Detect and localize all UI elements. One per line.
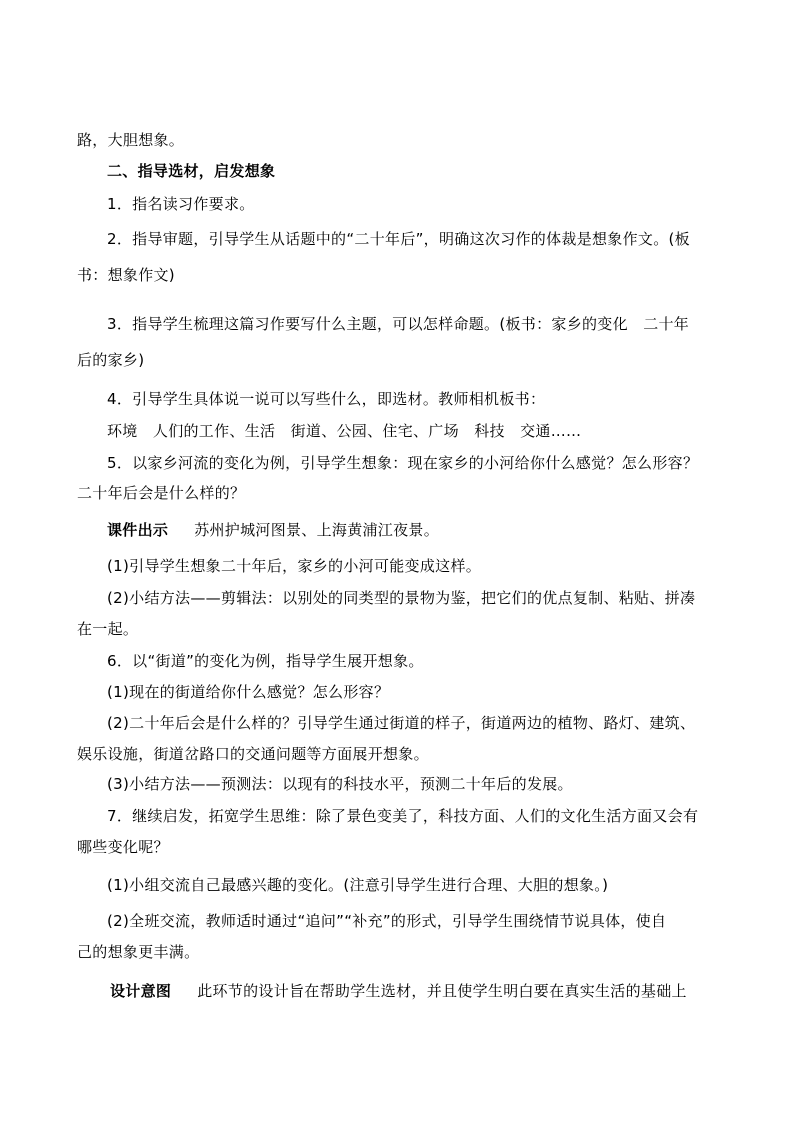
text-line: 7．继续启发，拓宽学生思维：除了景色变美了，科技方面、人们的文化生活方面又会有	[107, 807, 699, 825]
text-line: 后的家乡)	[77, 351, 145, 369]
section-heading: 二、指导选材，启发想象	[107, 162, 276, 180]
courseware-text: 苏州护城河图景、上海黄浦江夜景。	[194, 521, 440, 539]
text-line: 4．引导学生具体说一说可以写些什么，即选材。教师相机板书：	[107, 390, 546, 408]
text-line: (1)现在的街道给你什么感觉？怎么形容？	[107, 683, 390, 701]
text-line: 路，大胆想象。	[77, 131, 185, 149]
text-line: 2．指导审题，引导学生从话题中的“二十年后”，明确这次习作的体裁是想象作文。(板	[107, 230, 690, 248]
text-line: 哪些变化呢？	[77, 838, 169, 856]
courseware-line	[107, 520, 439, 540]
text-line: 6．以“街道”的变化为例，指导学生展开想象。	[107, 652, 424, 670]
design-intent-label: 设计意图	[110, 982, 172, 1000]
text-line: 环境 人们的工作、生活 街道、公园、住宅、广场 科技 交通……	[107, 422, 582, 440]
text-line: 5．以家乡河流的变化为例，引导学生想象：现在家乡的小河给你什么感觉？怎么形容？	[107, 454, 699, 472]
text-line: (2)全班交流，教师适时通过“追问”“补充”的形式，引导学生围绕情节说具体，使自	[107, 912, 667, 930]
text-line: 娱乐设施，街道岔路口的交通问题等方面展开想象。	[77, 745, 429, 763]
text-line: (1)小组交流自己最感兴趣的变化。(注意引导学生进行合理、大胆的想象。)	[107, 876, 609, 894]
text-line: (1)引导学生想象二十年后，家乡的小河可能变成这样。	[107, 557, 482, 575]
text-line: (3)小结方法——预测法：以现有的科技水平，预测二十年后的发展。	[107, 775, 573, 793]
text-line: 3．指导学生梳理这篇习作要写什么主题，可以怎样命题。(板书：家乡的变化 二十年	[107, 315, 690, 333]
text-line: (2)二十年后会是什么样的？引导学生通过街道的样子，街道两边的植物、路灯、建筑、	[107, 714, 696, 732]
courseware-label: 课件出示	[107, 521, 169, 539]
design-intent-line	[110, 981, 687, 1001]
text-line: (2)小结方法——剪辑法：以别处的同类型的景物为鉴，把它们的优点复制、粘贴、拼凑	[107, 589, 696, 607]
text-line: 书：想象作文)	[77, 266, 175, 284]
text-line: 1．指名读习作要求。	[107, 195, 255, 213]
text-line: 在一起。	[77, 620, 139, 638]
design-intent-text: 此环节的设计旨在帮助学生选材，并且使学生明白要在真实生活的基础上	[197, 982, 687, 1000]
text-line: 二十年后会是什么样的？	[77, 484, 246, 502]
text-line: 己的想象更丰满。	[77, 943, 200, 961]
